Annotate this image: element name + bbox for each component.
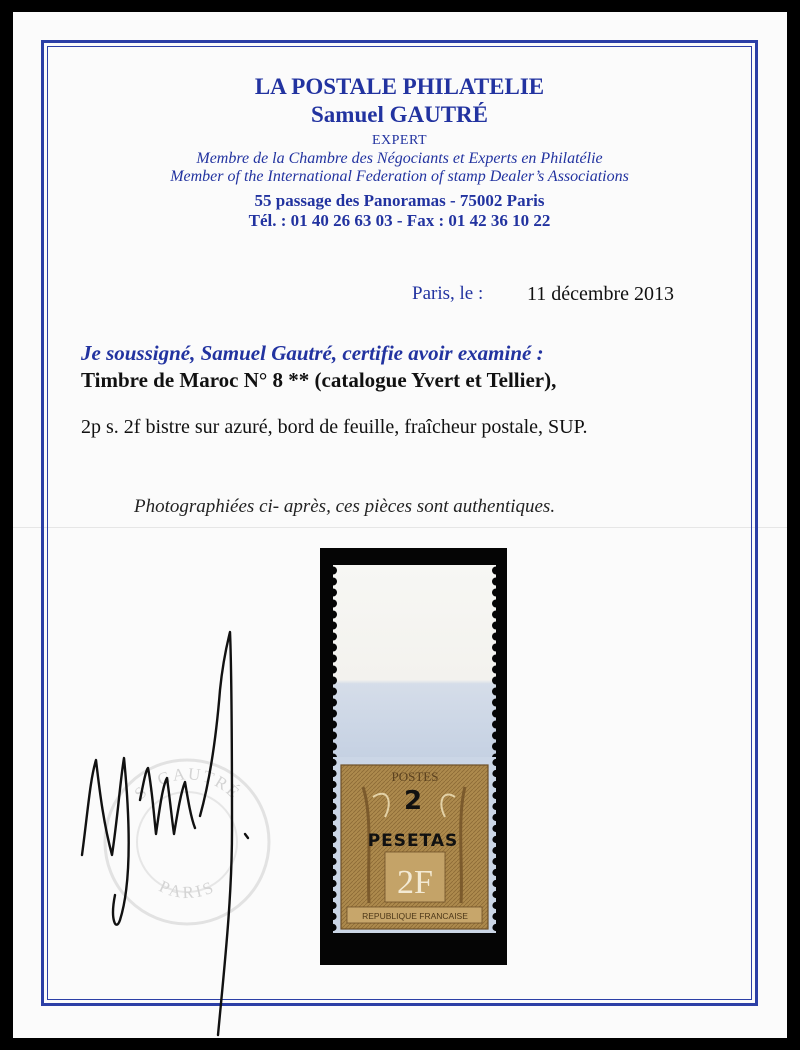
certificate-date: 11 décembre 2013 <box>527 283 674 305</box>
membership-en: Member of the International Federation of stamp Dealer’s Associations <box>170 168 629 185</box>
seal-top-text: S. GAUTRÉ <box>130 764 245 804</box>
company-name: LA POSTALE PHILATELIE <box>254 74 545 99</box>
overprint-value: 2 <box>403 786 423 816</box>
expert-name: Samuel GAUTRÉ <box>311 102 488 127</box>
phone-fax: Tél. : 01 40 26 63 03 - Fax : 01 42 36 10 22 <box>248 211 551 230</box>
expert-title: EXPERT <box>371 133 428 148</box>
sheet-margin <box>333 565 496 763</box>
handwritten-signature <box>60 620 290 1040</box>
stamp-description: 2p s. 2f bistre sur azuré, bord de feuille, fraîcheur postale, SUP. <box>81 416 588 438</box>
overprint-currency: PESETAS <box>367 831 459 851</box>
stamp-bottom-text: REPUBLIQUE FRANCAISE <box>362 911 468 921</box>
authenticity-statement: Photographiées ci- après, ces pièces sont authentiques. <box>134 496 556 517</box>
membership-fr: Membre de la Chambre des Négociants et Experts en Philatélie <box>196 150 603 167</box>
stamp-image <box>333 757 496 937</box>
seal-bottom-text: PARIS <box>156 876 219 903</box>
stamp-reference: Timbre de Maroc N° 8 ** (catalogue Yvert et Tellier), <box>81 368 557 392</box>
statement-line: Je soussigné, Samuel Gautré, certifie avoir examiné : <box>81 341 544 365</box>
face-value: 2F <box>397 864 433 901</box>
address: 55 passage des Panoramas - 75002 Paris <box>254 191 545 210</box>
place-label: Paris, le : <box>412 283 484 304</box>
stamp-top-text: POSTES <box>391 769 439 784</box>
